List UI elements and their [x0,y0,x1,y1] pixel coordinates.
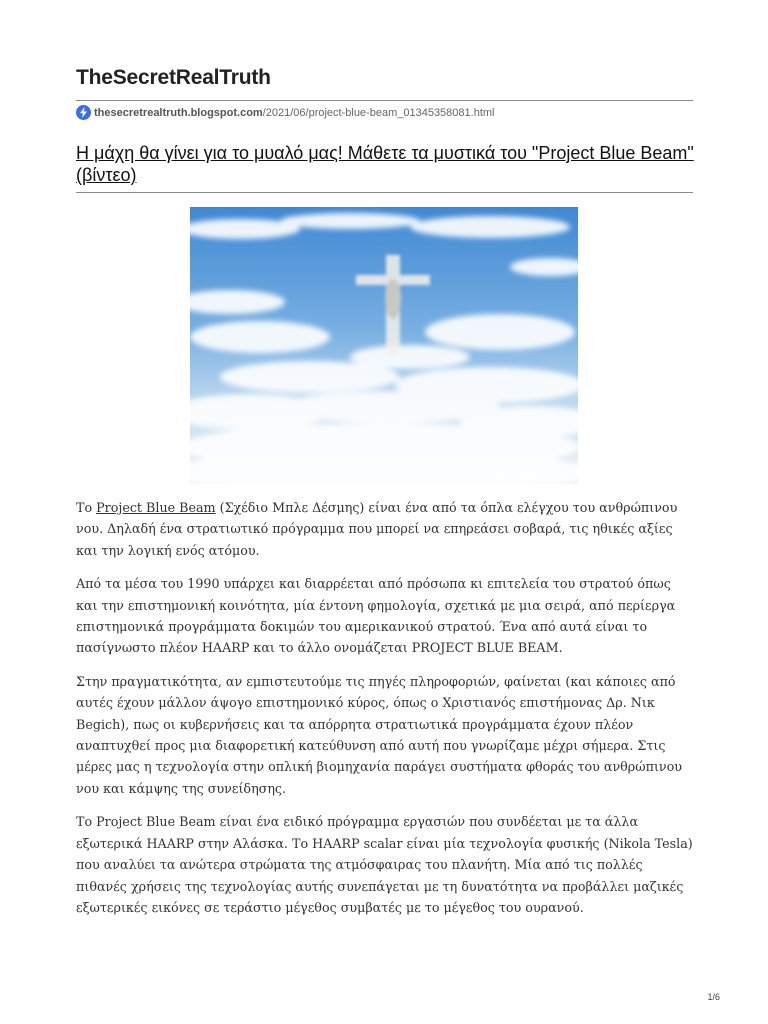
url-path: /2021/06/project-blue-beam_01345358081.html [262,106,495,119]
header-divider [76,100,693,101]
paragraph-1-prefix: Το [76,500,97,515]
url-domain: thesecretrealtruth.blogspot.com [94,106,263,119]
page-number: 1/6 [707,992,720,1002]
source-url[interactable] [76,105,494,120]
paragraph-1 [76,497,696,561]
site-title: TheSecretRealTruth [76,66,271,89]
paragraph-1-text: (Σχέδιο Μπλε Δέσμης) είναι ένα από τα όπλα ελέγχου του ανθρώπινου νου. Δηλαδή ένα στρατιωτικό πρόγραμμα που μπορεί να επηρεάσει σοβαρά, τις ηθικές αξίες και την λογική ενός ατόμου. [76,500,678,558]
paragraph-4: Το Project Blue Beam είναι ένα ειδικό πρόγραμμα εργασιών που συνδέεται με τα άλλα εξωτερικά HAARP στην Αλάσκα. Το HAARP scalar είναι μία τεχνολογία φυσικής (Nikola Tesla) που αναλύει τα ανώτερα στρώματα της ατμόσφαιρας του πλανήτη. Μία από τις πολλές πιθανές χρήσεις της τεχνολογίας αυτής συνεπάγεται με τη δυνατότητα να προβάλλει μαζικές εξωτερικές εικόνες σε τεράστιο μέγεθος συμβατές με το μέγεθος του ουρανού. [76,814,693,915]
image-credit: PROJECT BLUEBEAM.COM [490,475,554,481]
paragraph-3: Στην πραγματικότητα, αν εμπιστευτούμε τις πηγές πληροφοριών, φαίνεται (και κάποιες από αυτές έχουν μάλλον άψογο επιστημονικό κύρος, όπως ο Χριστιανός επιστήμονας Δρ. Νικ Begich), πως οι κυβερνήσεις και τα απόρρητα στρατιωτικά προγράμματα έχουν πλέον αναπτυχθεί προς μια διαφορετική κατεύθυνση από αυτή που γνωρίζαμε μέχρι σήμερα. Στις μέρες μας η τεχνολογία στην οπλική βιομηχανία παράγει συστήματα φθοράς του ανθρώπινου νου και κάμψης της συνείδησης. [76,673,682,796]
article-body [76,497,696,930]
paragraph-2: Από τα μέσα του 1990 υπάρχει και διαρρέεται από πρόσωπα κι επιτελεία του στρατού όπως και την επιστημονική κοινότητα, μία έντονη φημολογία, σχετικά με μια σειρά, από περίεργα επιστημονικά προγράμματα δοκιμών του αμερικανικού στρατού. Ένα από αυτά είναι το πασίγνωστο πλέον HAARP και το άλλο ονομάζεται PROJECT BLUE BEAM. [76,576,676,656]
hero-image [190,207,578,484]
project-blue-beam-link[interactable]: Project Blue Beam [96,500,216,515]
bolt-icon [76,105,91,120]
article-headline[interactable]: Η μάχη θα γίνει για το μυαλό μας! Μάθετε τα μυστικά του "Project Blue Beam" (βίντεο) [76,143,694,185]
headline-divider [76,192,693,193]
